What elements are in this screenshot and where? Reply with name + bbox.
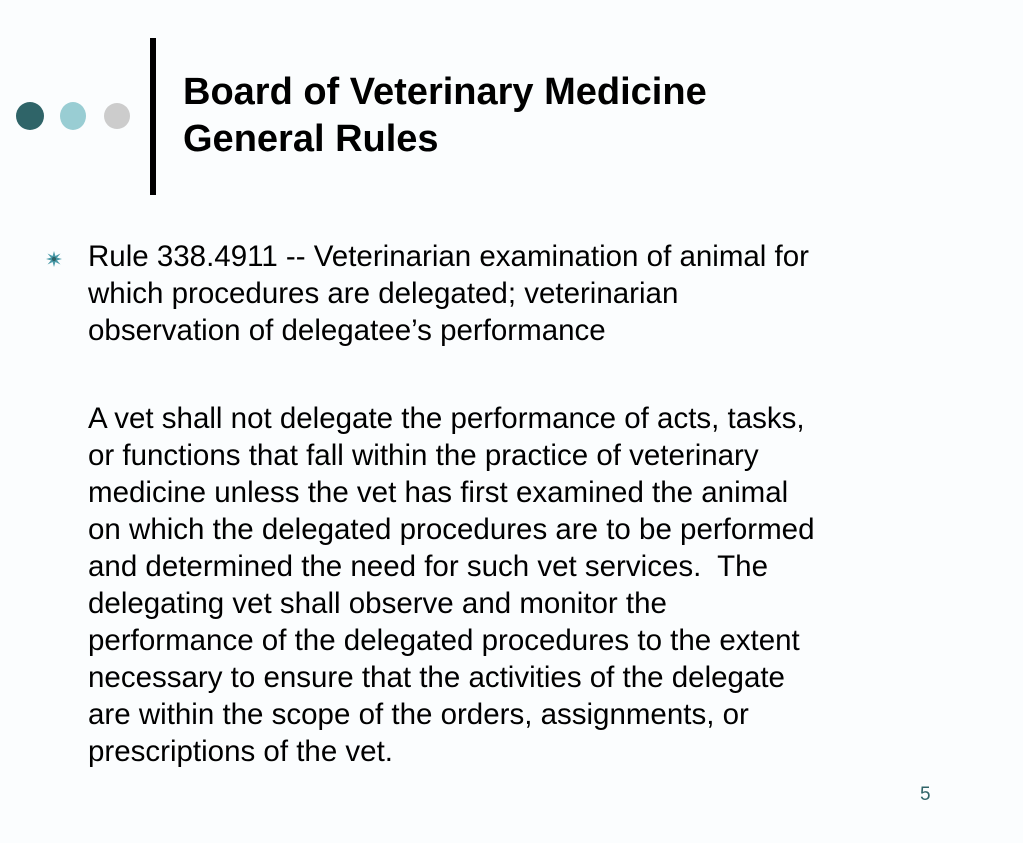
bullet-line: which procedures are delegated; veterinarian xyxy=(88,277,679,310)
paragraph-line: performance of the delegated procedures to the extent xyxy=(88,624,800,657)
decorative-dot-light xyxy=(60,102,86,130)
decorative-dot-gray xyxy=(104,103,130,129)
paragraph-line: on which the delegated procedures are to be performed xyxy=(88,513,815,546)
paragraph-line: or functions that fall within the practice of veterinary xyxy=(88,439,759,472)
decorative-dot-dark xyxy=(16,102,44,130)
slide-title-line: General Rules xyxy=(183,118,439,160)
starburst-bullet-icon xyxy=(46,251,62,267)
paragraph-line: delegating vet shall observe and monitor the xyxy=(88,587,667,620)
paragraph-line: are within the scope of the orders, assignments, or xyxy=(88,698,749,731)
paragraph-line: necessary to ensure that the activities of the delegate xyxy=(88,661,785,694)
title-divider xyxy=(150,38,156,195)
slide-title-line: Board of Veterinary Medicine xyxy=(183,71,707,113)
bullet-line: observation of delegatee’s performance xyxy=(88,314,606,347)
page-number: 5 xyxy=(920,784,931,805)
paragraph-spacer xyxy=(88,349,988,400)
slide-body xyxy=(88,238,988,770)
bullet-line: Rule 338.4911 -- Veterinarian examination of animal for xyxy=(88,240,809,273)
paragraph-line: and determined the need for such vet services. The xyxy=(88,550,768,583)
bullet-text xyxy=(88,238,988,349)
paragraph-text xyxy=(88,400,988,770)
slide-title xyxy=(183,69,983,163)
paragraph-line: medicine unless the vet has first examined the animal xyxy=(88,476,789,509)
paragraph-line: A vet shall not delegate the performance of acts, tasks, xyxy=(88,402,805,435)
paragraph-line: prescriptions of the vet. xyxy=(88,735,393,768)
